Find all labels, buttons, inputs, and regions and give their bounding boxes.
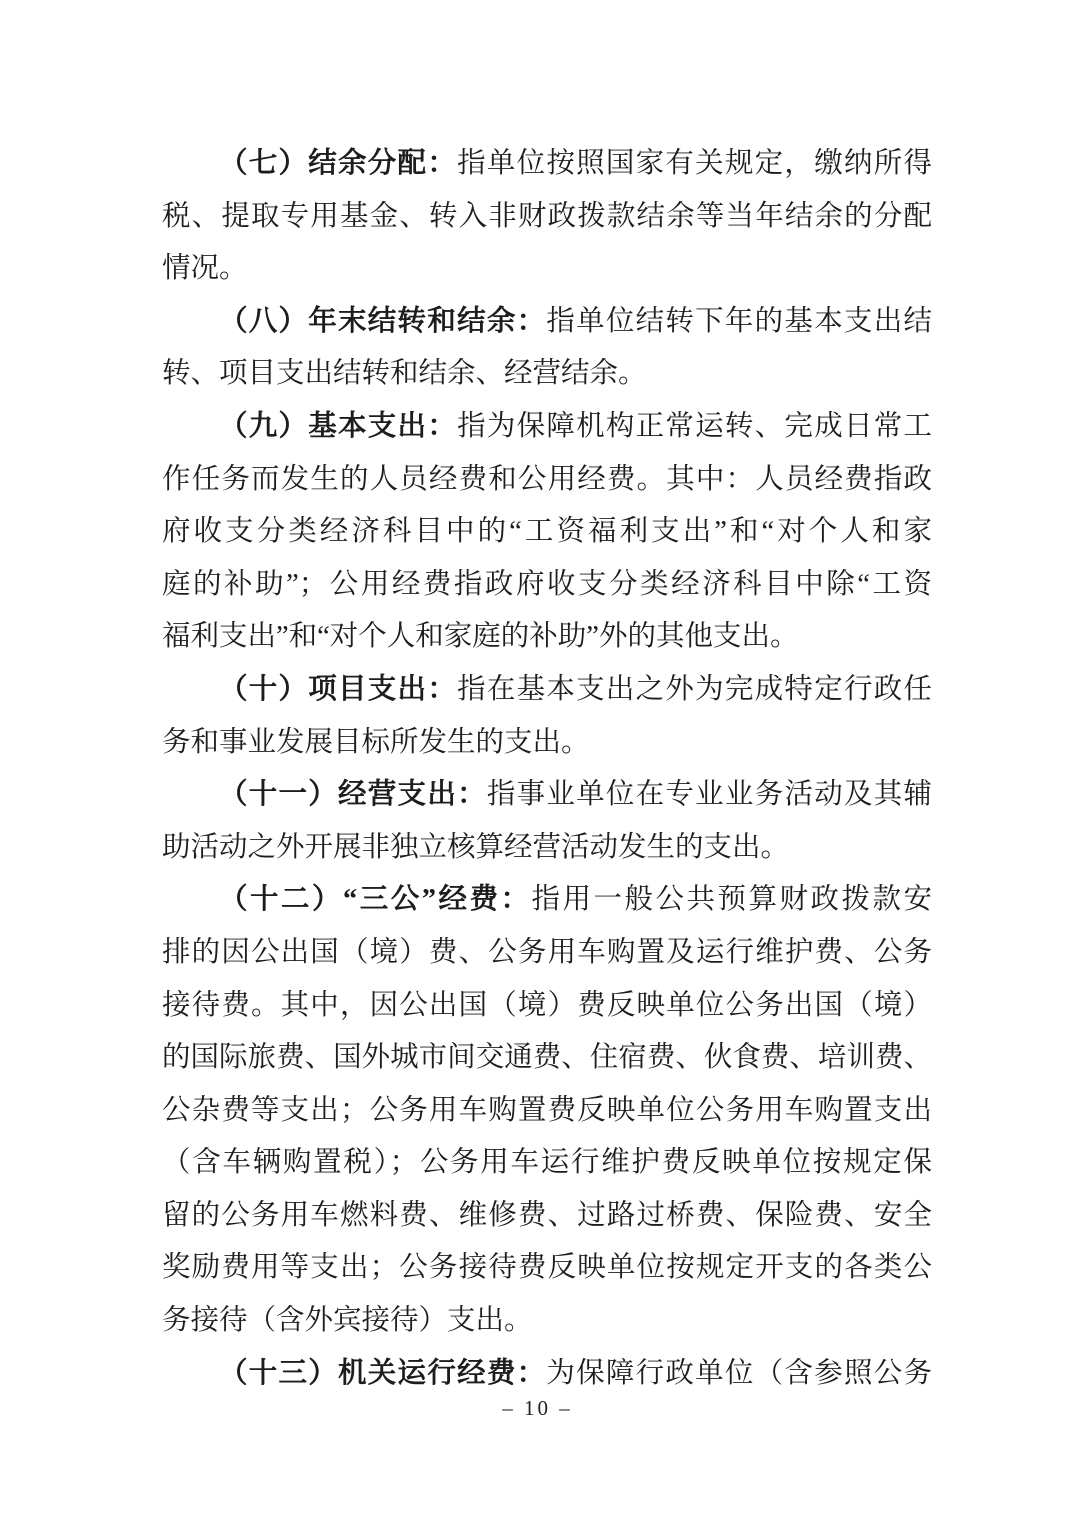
text-line (162, 874, 932, 927)
text-line: 奖励费用等支出；公务接待费反映单位按规定开支的各类公 (162, 1252, 932, 1284)
term-label: （十二）“三公”经费： (219, 884, 532, 916)
line-text: 为保障行政单位（含参照公务 (546, 1357, 932, 1389)
paragraph (162, 769, 932, 874)
line-text: 指为保障机构正常运转、完成日常工 (457, 410, 932, 442)
term-label: （九）基本支出： (219, 410, 458, 442)
paragraph (162, 401, 932, 664)
line-text: 指单位按照国家有关规定，缴纳所得 (457, 148, 932, 179)
line-text: 指用一般公共预算财政拨款安 (531, 884, 932, 916)
paragraph (162, 1348, 932, 1401)
line-text: 指在基本支出之外为完成特定行政任 (457, 673, 932, 705)
text-line: 福利支出”和“对个人和家庭的补助”外的其他支出。 (162, 621, 799, 653)
text-line (162, 1348, 932, 1401)
paragraph (162, 296, 932, 401)
text-line: 留的公务用车燃料费、维修费、过路过桥费、保险费、安全 (162, 1199, 932, 1231)
paragraph (162, 138, 932, 296)
text-line: 排的因公出国（境）费、公务用车购置及运行维护费、公务 (162, 936, 932, 968)
term-label: （七）结余分配： (219, 148, 458, 179)
page-number: – 10 – (502, 1396, 573, 1420)
text-line (162, 769, 932, 822)
line-text: 指单位结转下年的基本支出结 (546, 305, 932, 337)
text-line: （含车辆购置税）；公务用车运行维护费反映单位按规定保 (162, 1147, 932, 1179)
text-line: 的国际旅费、国外城市间交通费、住宿费、伙食费、培训费、 (162, 1042, 932, 1074)
text-line (162, 401, 932, 454)
text-line (162, 138, 932, 191)
text-line (162, 664, 932, 717)
text-line: 府收支分类经济科目中的“工资福利支出”和“对个人和家 (162, 516, 932, 548)
term-label: （十）项目支出： (219, 673, 458, 705)
text-line: 转、项目支出结转和结余、经营结余。 (162, 358, 647, 390)
text-line: 接待费。其中，因公出国（境）费反映单位公务出国（境） (162, 989, 932, 1021)
text-line (162, 296, 932, 349)
paragraph (162, 664, 932, 769)
paragraph (162, 874, 932, 1347)
document-body (162, 138, 932, 1400)
term-label: （十三）机关运行经费： (219, 1357, 547, 1389)
term-label: （八）年末结转和结余： (219, 305, 547, 337)
term-label: （十一）经营支出： (219, 779, 487, 811)
line-text: 指事业单位在专业业务活动及其辅 (486, 779, 932, 811)
text-line: 税、提取专用基金、转入非财政拨款结余等当年结余的分配 (162, 200, 932, 232)
text-line: 公杂费等支出；公务用车购置费反映单位公务用车购置支出 (162, 1094, 932, 1126)
text-line: 作任务而发生的人员经费和公用经费。其中：人员经费指政 (162, 463, 932, 495)
text-line: 助活动之外开展非独立核算经营活动发生的支出。 (162, 831, 790, 863)
text-line: 庭的补助”；公用经费指政府收支分类经济科目中除“工资 (162, 568, 932, 600)
text-line: 务接待（含外宾接待）支出。 (162, 1305, 533, 1337)
text-line: 情况。 (162, 253, 248, 285)
text-line: 务和事业发展目标所发生的支出。 (162, 726, 590, 758)
